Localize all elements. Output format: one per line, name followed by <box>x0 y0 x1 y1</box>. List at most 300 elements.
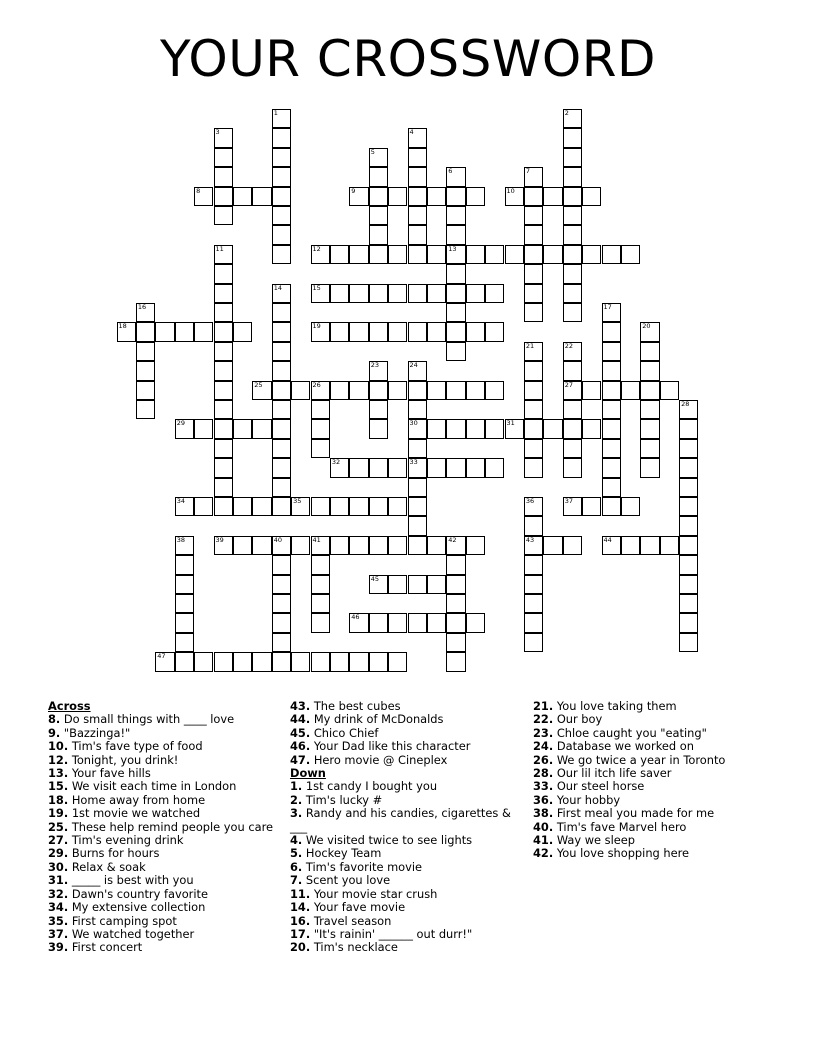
grid-cell[interactable] <box>446 575 465 594</box>
grid-cell[interactable] <box>679 497 698 516</box>
grid-cell[interactable] <box>563 342 582 361</box>
grid-cell[interactable] <box>330 322 349 341</box>
grid-cell[interactable] <box>427 187 446 206</box>
grid-cell[interactable] <box>446 187 465 206</box>
grid-cell[interactable] <box>408 187 427 206</box>
grid-cell[interactable] <box>175 652 194 671</box>
grid-cell[interactable] <box>446 206 465 225</box>
grid-cell[interactable] <box>427 575 446 594</box>
grid-cell[interactable] <box>330 497 349 516</box>
grid-cell[interactable] <box>524 187 543 206</box>
grid-cell[interactable] <box>369 284 388 303</box>
grid-cell[interactable] <box>136 400 155 419</box>
grid-cell[interactable] <box>175 633 194 652</box>
grid-cell[interactable] <box>311 575 330 594</box>
grid-cell[interactable] <box>311 245 330 264</box>
grid-cell[interactable] <box>679 575 698 594</box>
grid-cell[interactable] <box>175 322 194 341</box>
grid-cell[interactable] <box>272 575 291 594</box>
grid-cell[interactable] <box>369 652 388 671</box>
grid-cell[interactable] <box>369 400 388 419</box>
grid-cell[interactable] <box>214 206 233 225</box>
grid-cell[interactable] <box>427 245 446 264</box>
grid-cell[interactable] <box>602 322 621 341</box>
grid-cell[interactable] <box>311 381 330 400</box>
grid-cell[interactable] <box>272 419 291 438</box>
grid-cell[interactable] <box>272 633 291 652</box>
grid-cell[interactable] <box>408 497 427 516</box>
grid-cell[interactable] <box>408 361 427 380</box>
grid-cell[interactable] <box>117 322 136 341</box>
grid-cell[interactable] <box>194 652 213 671</box>
grid-cell[interactable] <box>214 400 233 419</box>
grid-cell[interactable] <box>175 575 194 594</box>
grid-cell[interactable] <box>408 322 427 341</box>
grid-cell[interactable] <box>563 381 582 400</box>
grid-cell[interactable] <box>408 400 427 419</box>
grid-cell[interactable] <box>563 128 582 147</box>
grid-cell[interactable] <box>602 400 621 419</box>
grid-cell[interactable] <box>466 613 485 632</box>
grid-cell[interactable] <box>427 419 446 438</box>
grid-cell[interactable] <box>582 245 601 264</box>
grid-cell[interactable] <box>155 652 174 671</box>
grid-cell[interactable] <box>446 284 465 303</box>
grid-cell[interactable] <box>194 419 213 438</box>
grid-cell[interactable] <box>427 458 446 477</box>
grid-cell[interactable] <box>563 536 582 555</box>
grid-cell[interactable] <box>524 342 543 361</box>
grid-cell[interactable] <box>330 284 349 303</box>
grid-cell[interactable] <box>272 303 291 322</box>
grid-cell[interactable] <box>524 497 543 516</box>
grid-cell[interactable] <box>349 284 368 303</box>
grid-cell[interactable] <box>388 613 407 632</box>
grid-cell[interactable] <box>388 245 407 264</box>
grid-cell[interactable] <box>388 322 407 341</box>
grid-cell[interactable] <box>272 536 291 555</box>
grid-cell[interactable] <box>524 284 543 303</box>
grid-cell[interactable] <box>640 458 659 477</box>
grid-cell[interactable] <box>485 381 504 400</box>
grid-cell[interactable] <box>349 652 368 671</box>
grid-cell[interactable] <box>679 478 698 497</box>
grid-cell[interactable] <box>175 419 194 438</box>
grid-cell[interactable] <box>311 497 330 516</box>
grid-cell[interactable] <box>543 419 562 438</box>
grid-cell[interactable] <box>543 187 562 206</box>
grid-cell[interactable] <box>602 478 621 497</box>
grid-cell[interactable] <box>446 322 465 341</box>
grid-cell[interactable] <box>369 361 388 380</box>
grid-cell[interactable] <box>563 225 582 244</box>
grid-cell[interactable] <box>582 497 601 516</box>
grid-cell[interactable] <box>543 536 562 555</box>
grid-cell[interactable] <box>311 613 330 632</box>
grid-cell[interactable] <box>214 381 233 400</box>
grid-cell[interactable] <box>621 536 640 555</box>
grid-cell[interactable] <box>330 245 349 264</box>
grid-cell[interactable] <box>252 652 271 671</box>
grid-cell[interactable] <box>272 400 291 419</box>
grid-cell[interactable] <box>640 536 659 555</box>
grid-cell[interactable] <box>369 245 388 264</box>
grid-cell[interactable] <box>349 458 368 477</box>
grid-cell[interactable] <box>563 361 582 380</box>
grid-cell[interactable] <box>272 167 291 186</box>
grid-cell[interactable] <box>543 245 562 264</box>
grid-cell[interactable] <box>524 594 543 613</box>
grid-cell[interactable] <box>369 497 388 516</box>
grid-cell[interactable] <box>272 342 291 361</box>
grid-cell[interactable] <box>408 536 427 555</box>
grid-cell[interactable] <box>524 516 543 535</box>
grid-cell[interactable] <box>446 594 465 613</box>
grid-cell[interactable] <box>175 497 194 516</box>
grid-cell[interactable] <box>466 381 485 400</box>
grid-cell[interactable] <box>524 303 543 322</box>
grid-cell[interactable] <box>291 381 310 400</box>
grid-cell[interactable] <box>679 633 698 652</box>
grid-cell[interactable] <box>214 361 233 380</box>
grid-cell[interactable] <box>505 419 524 438</box>
grid-cell[interactable] <box>311 400 330 419</box>
grid-cell[interactable] <box>369 225 388 244</box>
grid-cell[interactable] <box>602 361 621 380</box>
grid-cell[interactable] <box>136 381 155 400</box>
grid-cell[interactable] <box>602 497 621 516</box>
grid-cell[interactable] <box>408 381 427 400</box>
grid-cell[interactable] <box>369 187 388 206</box>
grid-cell[interactable] <box>311 594 330 613</box>
grid-cell[interactable] <box>466 419 485 438</box>
grid-cell[interactable] <box>311 419 330 438</box>
grid-cell[interactable] <box>427 381 446 400</box>
grid-cell[interactable] <box>679 419 698 438</box>
grid-cell[interactable] <box>291 652 310 671</box>
grid-cell[interactable] <box>524 400 543 419</box>
grid-cell[interactable] <box>214 148 233 167</box>
grid-cell[interactable] <box>446 342 465 361</box>
grid-cell[interactable] <box>446 458 465 477</box>
grid-cell[interactable] <box>214 187 233 206</box>
grid-cell[interactable] <box>369 322 388 341</box>
grid-cell[interactable] <box>466 536 485 555</box>
grid-cell[interactable] <box>524 555 543 574</box>
grid-cell[interactable] <box>349 245 368 264</box>
grid-cell[interactable] <box>272 109 291 128</box>
grid-cell[interactable] <box>272 245 291 264</box>
grid-cell[interactable] <box>311 652 330 671</box>
grid-cell[interactable] <box>349 497 368 516</box>
grid-cell[interactable] <box>233 419 252 438</box>
grid-cell[interactable] <box>524 419 543 438</box>
grid-cell[interactable] <box>349 322 368 341</box>
grid-cell[interactable] <box>582 187 601 206</box>
grid-cell[interactable] <box>175 613 194 632</box>
grid-cell[interactable] <box>233 187 252 206</box>
grid-cell[interactable] <box>272 284 291 303</box>
grid-cell[interactable] <box>408 419 427 438</box>
grid-cell[interactable] <box>446 555 465 574</box>
grid-cell[interactable] <box>388 497 407 516</box>
grid-cell[interactable] <box>272 206 291 225</box>
grid-cell[interactable] <box>563 284 582 303</box>
grid-cell[interactable] <box>408 613 427 632</box>
grid-cell[interactable] <box>136 361 155 380</box>
grid-cell[interactable] <box>311 322 330 341</box>
grid-cell[interactable] <box>602 536 621 555</box>
grid-cell[interactable] <box>485 458 504 477</box>
grid-cell[interactable] <box>311 284 330 303</box>
grid-cell[interactable] <box>408 284 427 303</box>
grid-cell[interactable] <box>194 497 213 516</box>
grid-cell[interactable] <box>408 516 427 535</box>
grid-cell[interactable] <box>214 245 233 264</box>
grid-cell[interactable] <box>563 206 582 225</box>
grid-cell[interactable] <box>466 187 485 206</box>
grid-cell[interactable] <box>660 536 679 555</box>
grid-cell[interactable] <box>466 245 485 264</box>
grid-cell[interactable] <box>640 322 659 341</box>
grid-cell[interactable] <box>466 322 485 341</box>
grid-cell[interactable] <box>563 187 582 206</box>
grid-cell[interactable] <box>311 555 330 574</box>
grid-cell[interactable] <box>408 575 427 594</box>
grid-cell[interactable] <box>388 187 407 206</box>
grid-cell[interactable] <box>214 536 233 555</box>
grid-cell[interactable] <box>640 400 659 419</box>
grid-cell[interactable] <box>505 245 524 264</box>
grid-cell[interactable] <box>272 458 291 477</box>
grid-cell[interactable] <box>194 322 213 341</box>
grid-cell[interactable] <box>233 536 252 555</box>
grid-cell[interactable] <box>446 633 465 652</box>
grid-cell[interactable] <box>640 439 659 458</box>
grid-cell[interactable] <box>214 342 233 361</box>
grid-cell[interactable] <box>446 245 465 264</box>
grid-cell[interactable] <box>621 381 640 400</box>
grid-cell[interactable] <box>272 187 291 206</box>
grid-cell[interactable] <box>408 478 427 497</box>
grid-cell[interactable] <box>252 419 271 438</box>
grid-cell[interactable] <box>485 245 504 264</box>
grid-cell[interactable] <box>446 613 465 632</box>
grid-cell[interactable] <box>563 497 582 516</box>
grid-cell[interactable] <box>136 322 155 341</box>
grid-cell[interactable] <box>272 381 291 400</box>
grid-cell[interactable] <box>621 245 640 264</box>
grid-cell[interactable] <box>272 555 291 574</box>
grid-cell[interactable] <box>272 497 291 516</box>
grid-cell[interactable] <box>446 303 465 322</box>
grid-cell[interactable] <box>175 555 194 574</box>
grid-cell[interactable] <box>349 381 368 400</box>
grid-cell[interactable] <box>175 594 194 613</box>
grid-cell[interactable] <box>466 458 485 477</box>
grid-cell[interactable] <box>563 419 582 438</box>
grid-cell[interactable] <box>311 439 330 458</box>
grid-cell[interactable] <box>388 652 407 671</box>
grid-cell[interactable] <box>233 652 252 671</box>
grid-cell[interactable] <box>427 322 446 341</box>
grid-cell[interactable] <box>291 536 310 555</box>
grid-cell[interactable] <box>524 167 543 186</box>
grid-cell[interactable] <box>349 613 368 632</box>
grid-cell[interactable] <box>330 458 349 477</box>
grid-cell[interactable] <box>214 128 233 147</box>
grid-cell[interactable] <box>466 284 485 303</box>
grid-cell[interactable] <box>408 206 427 225</box>
grid-cell[interactable] <box>427 613 446 632</box>
grid-cell[interactable] <box>524 575 543 594</box>
grid-cell[interactable] <box>524 206 543 225</box>
grid-cell[interactable] <box>446 167 465 186</box>
grid-cell[interactable] <box>136 342 155 361</box>
grid-cell[interactable] <box>524 536 543 555</box>
grid-cell[interactable] <box>563 109 582 128</box>
grid-cell[interactable] <box>621 497 640 516</box>
grid-cell[interactable] <box>679 594 698 613</box>
grid-cell[interactable] <box>408 225 427 244</box>
grid-cell[interactable] <box>485 322 504 341</box>
grid-cell[interactable] <box>602 342 621 361</box>
grid-cell[interactable] <box>524 439 543 458</box>
grid-cell[interactable] <box>252 187 271 206</box>
grid-cell[interactable] <box>136 303 155 322</box>
grid-cell[interactable] <box>175 536 194 555</box>
grid-cell[interactable] <box>582 381 601 400</box>
grid-cell[interactable] <box>330 536 349 555</box>
grid-cell[interactable] <box>679 516 698 535</box>
grid-cell[interactable] <box>214 167 233 186</box>
grid-cell[interactable] <box>369 613 388 632</box>
grid-cell[interactable] <box>369 381 388 400</box>
grid-cell[interactable] <box>524 225 543 244</box>
grid-cell[interactable] <box>214 652 233 671</box>
grid-cell[interactable] <box>640 419 659 438</box>
grid-cell[interactable] <box>349 536 368 555</box>
grid-cell[interactable] <box>602 245 621 264</box>
grid-cell[interactable] <box>252 381 271 400</box>
grid-cell[interactable] <box>563 400 582 419</box>
grid-cell[interactable] <box>369 167 388 186</box>
grid-cell[interactable] <box>485 284 504 303</box>
grid-cell[interactable] <box>408 458 427 477</box>
grid-cell[interactable] <box>679 555 698 574</box>
grid-cell[interactable] <box>388 536 407 555</box>
grid-cell[interactable] <box>427 536 446 555</box>
grid-cell[interactable] <box>640 342 659 361</box>
grid-cell[interactable] <box>388 381 407 400</box>
grid-cell[interactable] <box>563 303 582 322</box>
grid-cell[interactable] <box>563 148 582 167</box>
grid-cell[interactable] <box>349 187 368 206</box>
grid-cell[interactable] <box>330 652 349 671</box>
grid-cell[interactable] <box>369 575 388 594</box>
grid-cell[interactable] <box>582 419 601 438</box>
grid-cell[interactable] <box>524 361 543 380</box>
grid-cell[interactable] <box>679 613 698 632</box>
grid-cell[interactable] <box>369 419 388 438</box>
grid-cell[interactable] <box>272 613 291 632</box>
grid-cell[interactable] <box>563 439 582 458</box>
grid-cell[interactable] <box>446 536 465 555</box>
grid-cell[interactable] <box>272 439 291 458</box>
grid-cell[interactable] <box>679 458 698 477</box>
grid-cell[interactable] <box>408 245 427 264</box>
grid-cell[interactable] <box>524 245 543 264</box>
grid-cell[interactable] <box>563 458 582 477</box>
grid-cell[interactable] <box>524 613 543 632</box>
grid-cell[interactable] <box>214 478 233 497</box>
grid-cell[interactable] <box>388 458 407 477</box>
grid-cell[interactable] <box>679 536 698 555</box>
grid-cell[interactable] <box>272 361 291 380</box>
grid-cell[interactable] <box>252 497 271 516</box>
grid-cell[interactable] <box>233 497 252 516</box>
grid-cell[interactable] <box>408 167 427 186</box>
grid-cell[interactable] <box>446 264 465 283</box>
grid-cell[interactable] <box>194 187 213 206</box>
grid-cell[interactable] <box>602 381 621 400</box>
grid-cell[interactable] <box>563 167 582 186</box>
grid-cell[interactable] <box>679 439 698 458</box>
grid-cell[interactable] <box>214 439 233 458</box>
grid-cell[interactable] <box>524 264 543 283</box>
grid-cell[interactable] <box>446 381 465 400</box>
grid-cell[interactable] <box>446 225 465 244</box>
grid-cell[interactable] <box>505 187 524 206</box>
grid-cell[interactable] <box>388 575 407 594</box>
grid-cell[interactable] <box>524 633 543 652</box>
grid-cell[interactable] <box>214 264 233 283</box>
grid-cell[interactable] <box>446 652 465 671</box>
grid-cell[interactable] <box>524 458 543 477</box>
grid-cell[interactable] <box>408 439 427 458</box>
grid-cell[interactable] <box>563 264 582 283</box>
grid-cell[interactable] <box>427 284 446 303</box>
grid-cell[interactable] <box>272 225 291 244</box>
grid-cell[interactable] <box>233 322 252 341</box>
grid-cell[interactable] <box>563 245 582 264</box>
grid-cell[interactable] <box>408 148 427 167</box>
grid-cell[interactable] <box>369 148 388 167</box>
grid-cell[interactable] <box>640 361 659 380</box>
grid-cell[interactable] <box>679 400 698 419</box>
grid-cell[interactable] <box>369 458 388 477</box>
grid-cell[interactable] <box>214 458 233 477</box>
grid-cell[interactable] <box>214 303 233 322</box>
grid-cell[interactable] <box>291 497 310 516</box>
grid-cell[interactable] <box>408 128 427 147</box>
grid-cell[interactable] <box>272 594 291 613</box>
grid-cell[interactable] <box>446 419 465 438</box>
grid-cell[interactable] <box>214 419 233 438</box>
grid-cell[interactable] <box>602 439 621 458</box>
grid-cell[interactable] <box>602 419 621 438</box>
grid-cell[interactable] <box>155 322 174 341</box>
grid-cell[interactable] <box>272 128 291 147</box>
grid-cell[interactable] <box>330 381 349 400</box>
grid-cell[interactable] <box>485 419 504 438</box>
grid-cell[interactable] <box>640 381 659 400</box>
grid-cell[interactable] <box>311 536 330 555</box>
grid-cell[interactable] <box>272 148 291 167</box>
grid-cell[interactable] <box>272 322 291 341</box>
grid-cell[interactable] <box>214 497 233 516</box>
grid-cell[interactable] <box>214 284 233 303</box>
